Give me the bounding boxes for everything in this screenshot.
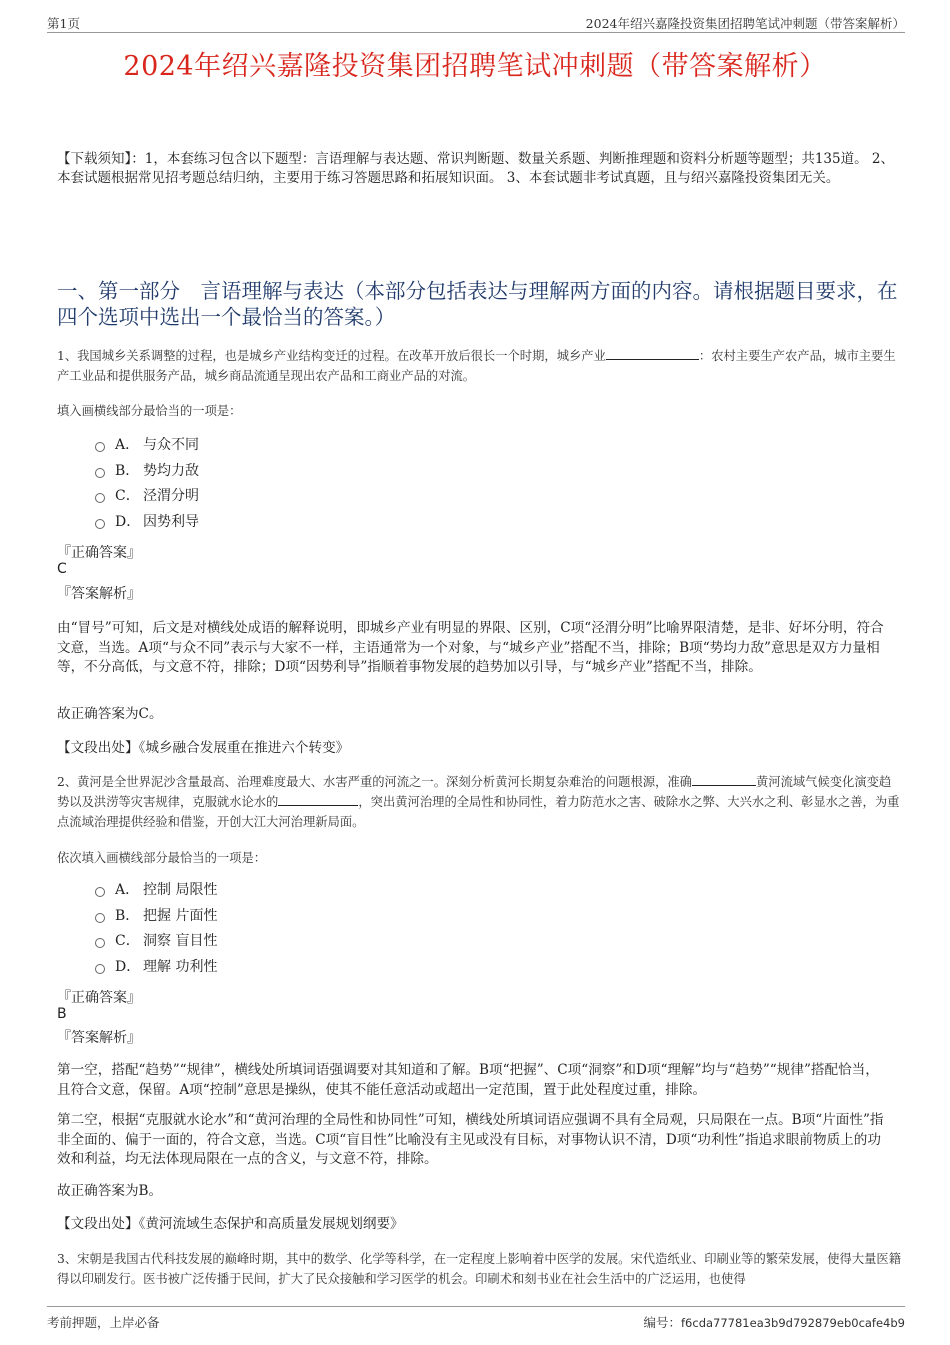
- option-letter: B．: [115, 462, 140, 479]
- analysis-label: 『答案解析』: [57, 586, 141, 602]
- option-letter: D．: [115, 513, 141, 530]
- option-c[interactable]: [95, 484, 199, 510]
- radio-button-icon[interactable]: [95, 442, 105, 452]
- fill-blank: [606, 347, 699, 360]
- option-letter: C．: [115, 488, 140, 504]
- radio-button-icon[interactable]: [95, 887, 105, 897]
- radio-button-icon[interactable]: [95, 938, 105, 948]
- analysis-label: 『答案解析』: [57, 1030, 141, 1046]
- footer-divider: [47, 1306, 905, 1307]
- analysis-paragraph: 第一空，搭配“趋势”“规律”，横线处所填词语强调要对其知道和了解。B项“把握”、C项“洞察”和D项“理解”均与“趋势”“规律”搭配恰当，且符合文意，保留。A项“控制”意思是操纵，使其不能任意活动或超出一定范围，置于此处程度过重，排除。: [57, 1062, 879, 1098]
- footer-slogan: 考前押题，上岸必备: [47, 1315, 160, 1330]
- option-text: 与众不同: [143, 437, 199, 453]
- question-2-stem-part: 2、黄河是全世界泥沙含量最高、治理难度最大、水害严重的河流之一。深刻分析黄河长期复杂难治的问题根源，准确: [57, 775, 692, 789]
- source-citation: 【文段出处】《城乡融合发展重在推进六个转变》: [57, 740, 350, 756]
- question-1-stem-after: ：农村主要生产农产品，城市主要生产工业品和提供服务产品，城乡商品流通呈现出农产品和工商业产品的对流。: [57, 349, 896, 383]
- option-text: 泾渭分明: [143, 488, 199, 504]
- header-divider: [47, 32, 905, 33]
- question-2-prompt: 依次填入画横线部分最恰当的一项是：: [57, 851, 267, 865]
- correct-answer-value: B: [57, 1006, 67, 1022]
- fill-blank: [692, 773, 756, 786]
- option-text: 洞察 盲目性: [143, 933, 218, 949]
- option-b[interactable]: [95, 904, 217, 930]
- option-text: 把握 片面性: [143, 907, 218, 924]
- option-a[interactable]: [95, 878, 217, 904]
- question-2-stem-part: 黄河流域气候变化演变趋势以及洪涝等灾害规律，克服就水论水的: [57, 775, 892, 809]
- footer-code-value: f6cda77781ea3b9d792879eb0cafe4b9: [681, 1316, 905, 1330]
- option-letter: D．: [115, 958, 141, 975]
- page-header: [47, 14, 905, 32]
- question-2-stem-part: ，突出黄河治理的全局性和协同性，着力防范水之害、破除水之弊、大兴水之利、彰显水之善，为重点流域治理提供经验和借鉴，开创大江大河治理新局面。: [57, 795, 900, 829]
- option-text: 势均力敌: [143, 462, 199, 479]
- question-3-stem: 3、宋朝是我国古代科技发展的巅峰时期，其中的数学、化学等科学，在一定程度上影响着中医学的发展。宋代造纸业、印刷业等的繁荣发展，使得大量医籍得以印刷发行。医书被广泛传播于民间，扩大了民众接触和学习医学的机会。印刷术和刻书业在社会生活中的广泛运用，也使得: [57, 1252, 902, 1286]
- source-citation: 【文段出处】《黄河流域生态保护和高质量发展规划纲要》: [57, 1216, 404, 1232]
- document-title: 2024年绍兴嘉隆投资集团招聘笔试冲刺题（带答案解析）: [123, 51, 827, 82]
- question-1-options: [95, 433, 199, 535]
- option-a[interactable]: [95, 433, 199, 459]
- footer-code: [643, 1313, 905, 1331]
- radio-button-icon[interactable]: [95, 913, 105, 923]
- analysis-paragraph: 由“冒号”可知，后文是对横线处成语的解释说明，即城乡产业有明显的界限、区别，C项“泾渭分明”比喻界限清楚，是非、好坏分明，符合文意，当选。A项“与众不同”表示与大家不一样，主语通常为一个对象，与“城乡产业”搭配不当，排除；B项“势均力敌”意思是双方力量相等，不分高低，与文意不符，排除；D项“因势利导”指顺着事物发展的趋势加以引导，与“城乡产业”搭配不当，排除。: [57, 620, 884, 675]
- radio-button-icon[interactable]: [95, 468, 105, 478]
- question-1-prompt: 填入画横线部分最恰当的一项是：: [57, 404, 242, 418]
- download-notice: 【下载须知】：1，本套练习包含以下题型：言语理解与表达题、常识判断题、数量关系题、判断推理题和资料分析题等题型；共135道。 2、本套试题根据常见招考题总结归纳，主要用于练习答题思路和拓展知识面。 3、本套试题非考试真题，且与绍兴嘉隆投资集团无关。: [57, 151, 894, 186]
- radio-button-icon[interactable]: [95, 493, 105, 503]
- option-b[interactable]: [95, 459, 199, 485]
- footer-code-label: 编号：: [643, 1315, 681, 1330]
- question-1-stem-before: 1、我国城乡关系调整的过程，也是城乡产业结构变迁的过程。在改革开放后很长一个时期，城乡产业: [57, 349, 606, 363]
- option-letter: A．: [115, 882, 140, 898]
- page-number: 第1页: [47, 16, 80, 31]
- option-text: 控制 局限性: [143, 882, 218, 898]
- question-2-options: [95, 878, 217, 980]
- option-text: 因势利导: [143, 513, 199, 530]
- correct-answer-label: 『正确答案』: [57, 990, 141, 1006]
- analysis-conclusion: 故正确答案为B。: [57, 1183, 163, 1199]
- analysis-paragraph: 第二空，根据“克服就水论水”和“黄河治理的全局性和协同性”可知，横线处所填词语应强调不具有全局观，只局限在一点。B项“片面性”指非全面的、偏于一面的，符合文意，当选。C项“盲目性”比喻没有主见或没有目标，对事物认识不清，D项“功利性”指追求眼前物质上的功效和利益，均无法体现局限在一点的含义，与文意不符，排除。: [57, 1112, 884, 1167]
- option-letter: C．: [115, 933, 140, 949]
- correct-answer-value: C: [57, 561, 67, 577]
- section-heading: 一、第一部分 言语理解与表达（本部分包括表达与理解两方面的内容。请根据题目要求，在四个选项中选出一个最恰当的答案。）: [57, 279, 898, 329]
- option-text: 理解 功利性: [143, 958, 218, 975]
- question-2-stem: [57, 772, 902, 832]
- question-1-stem: [57, 346, 902, 386]
- correct-answer-label: 『正确答案』: [57, 545, 141, 561]
- radio-button-icon[interactable]: [95, 519, 105, 529]
- fill-blank: [278, 793, 358, 806]
- radio-button-icon[interactable]: [95, 964, 105, 974]
- option-d[interactable]: [95, 510, 199, 536]
- option-d[interactable]: [95, 955, 217, 981]
- header-doc-title: 2024年绍兴嘉隆投资集团招聘笔试冲刺题（带答案解析）: [585, 16, 905, 31]
- option-c[interactable]: [95, 929, 217, 955]
- option-letter: A．: [115, 437, 140, 453]
- analysis-conclusion: 故正确答案为C。: [57, 706, 163, 722]
- option-letter: B．: [115, 907, 140, 924]
